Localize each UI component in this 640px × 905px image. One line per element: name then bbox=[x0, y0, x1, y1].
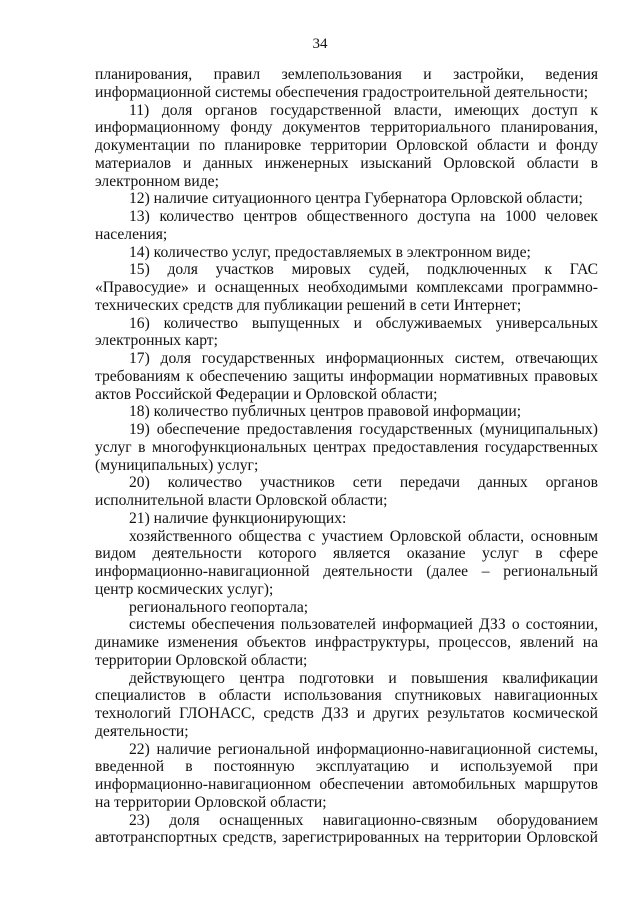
paragraph-1: планирования, правил землепользования и застройки, ведения информационной системы обеспечения градостроительной деятельности; bbox=[95, 66, 598, 101]
paragraph-item-21-geoportal: регионального геопортала; bbox=[129, 598, 309, 616]
paragraph-item-15: 15) доля участков мировых судей, подключенных к ГАС «Правосудие» и оснащенных необходимыми комплексами программно-технических средств для публикации решений в сети Интернет; bbox=[95, 261, 598, 314]
paragraph-item-21-business-company: хозяйственного общества с участием Орловской области, основным видом деятельности которого является оказание услуг в сфере информационно-навигационной деятельности (далее – региональный центр космических услуг); bbox=[95, 527, 598, 598]
paragraph-item-21: 21) наличие функционирующих: bbox=[129, 509, 347, 527]
paragraph-item-12: 12) наличие ситуационного центра Губернатора Орловской области; bbox=[129, 190, 583, 208]
paragraph-item-11: 11) доля органов государственной власти, имеющих доступ к информационному фонду документов территориального планирования, документации по планировке территории Орловской области и фонду материалов и данных инженерных изысканий Орловской области в электронном виде; bbox=[95, 101, 598, 190]
paragraph-item-21-dzz-system: системы обеспечения пользователей информацией ДЗЗ о состоянии, динамике изменения объектов инфраструктуры, процессов, явлений на территории Орловской области; bbox=[95, 616, 598, 669]
paragraph-item-13: 13) количество центров общественного доступа на 1000 человек населения; bbox=[95, 208, 598, 243]
paragraph-item-23: 23) доля оснащенных навигационно-связным оборудованием автотранспортных средств, зарегистрированных на территории Орловской bbox=[95, 811, 598, 847]
document-body bbox=[95, 66, 598, 847]
page-number: 34 bbox=[312, 36, 328, 52]
paragraph-item-20: 20) количество участников сети передачи данных органов исполнительной власти Орловской области; bbox=[95, 474, 598, 509]
paragraph-item-18: 18) количество публичных центров правовой информации; bbox=[129, 403, 522, 421]
paragraph-item-17: 17) доля государственных информационных систем, отвечающих требованиям к обеспечению защиты информации нормативных правовых актов Российской Федерации и Орловской области; bbox=[95, 350, 598, 403]
paragraph-item-14: 14) количество услуг, предоставляемых в электронном виде; bbox=[129, 243, 531, 261]
paragraph-item-19: 19) обеспечение предоставления государственных (муниципальных) услуг в многофункциональных центрах предоставления государственных (муниципальных) услуг; bbox=[95, 421, 598, 474]
paragraph-item-22: 22) наличие региональной информационно-навигационной системы, введенной в постоянную эксплуатацию и используемой при информационно-навигационном обеспечении автомобильных маршрутов на территории Орловской области; bbox=[95, 740, 598, 811]
paragraph-item-16: 16) количество выпущенных и обслуживаемых универсальных электронных карт; bbox=[95, 314, 598, 350]
paragraph-item-21-training-center: действующего центра подготовки и повышения квалификации специалистов в области использования спутниковых навигационных технологий ГЛОНАСС, средств ДЗЗ и других результатов космической деятельности; bbox=[95, 669, 598, 740]
